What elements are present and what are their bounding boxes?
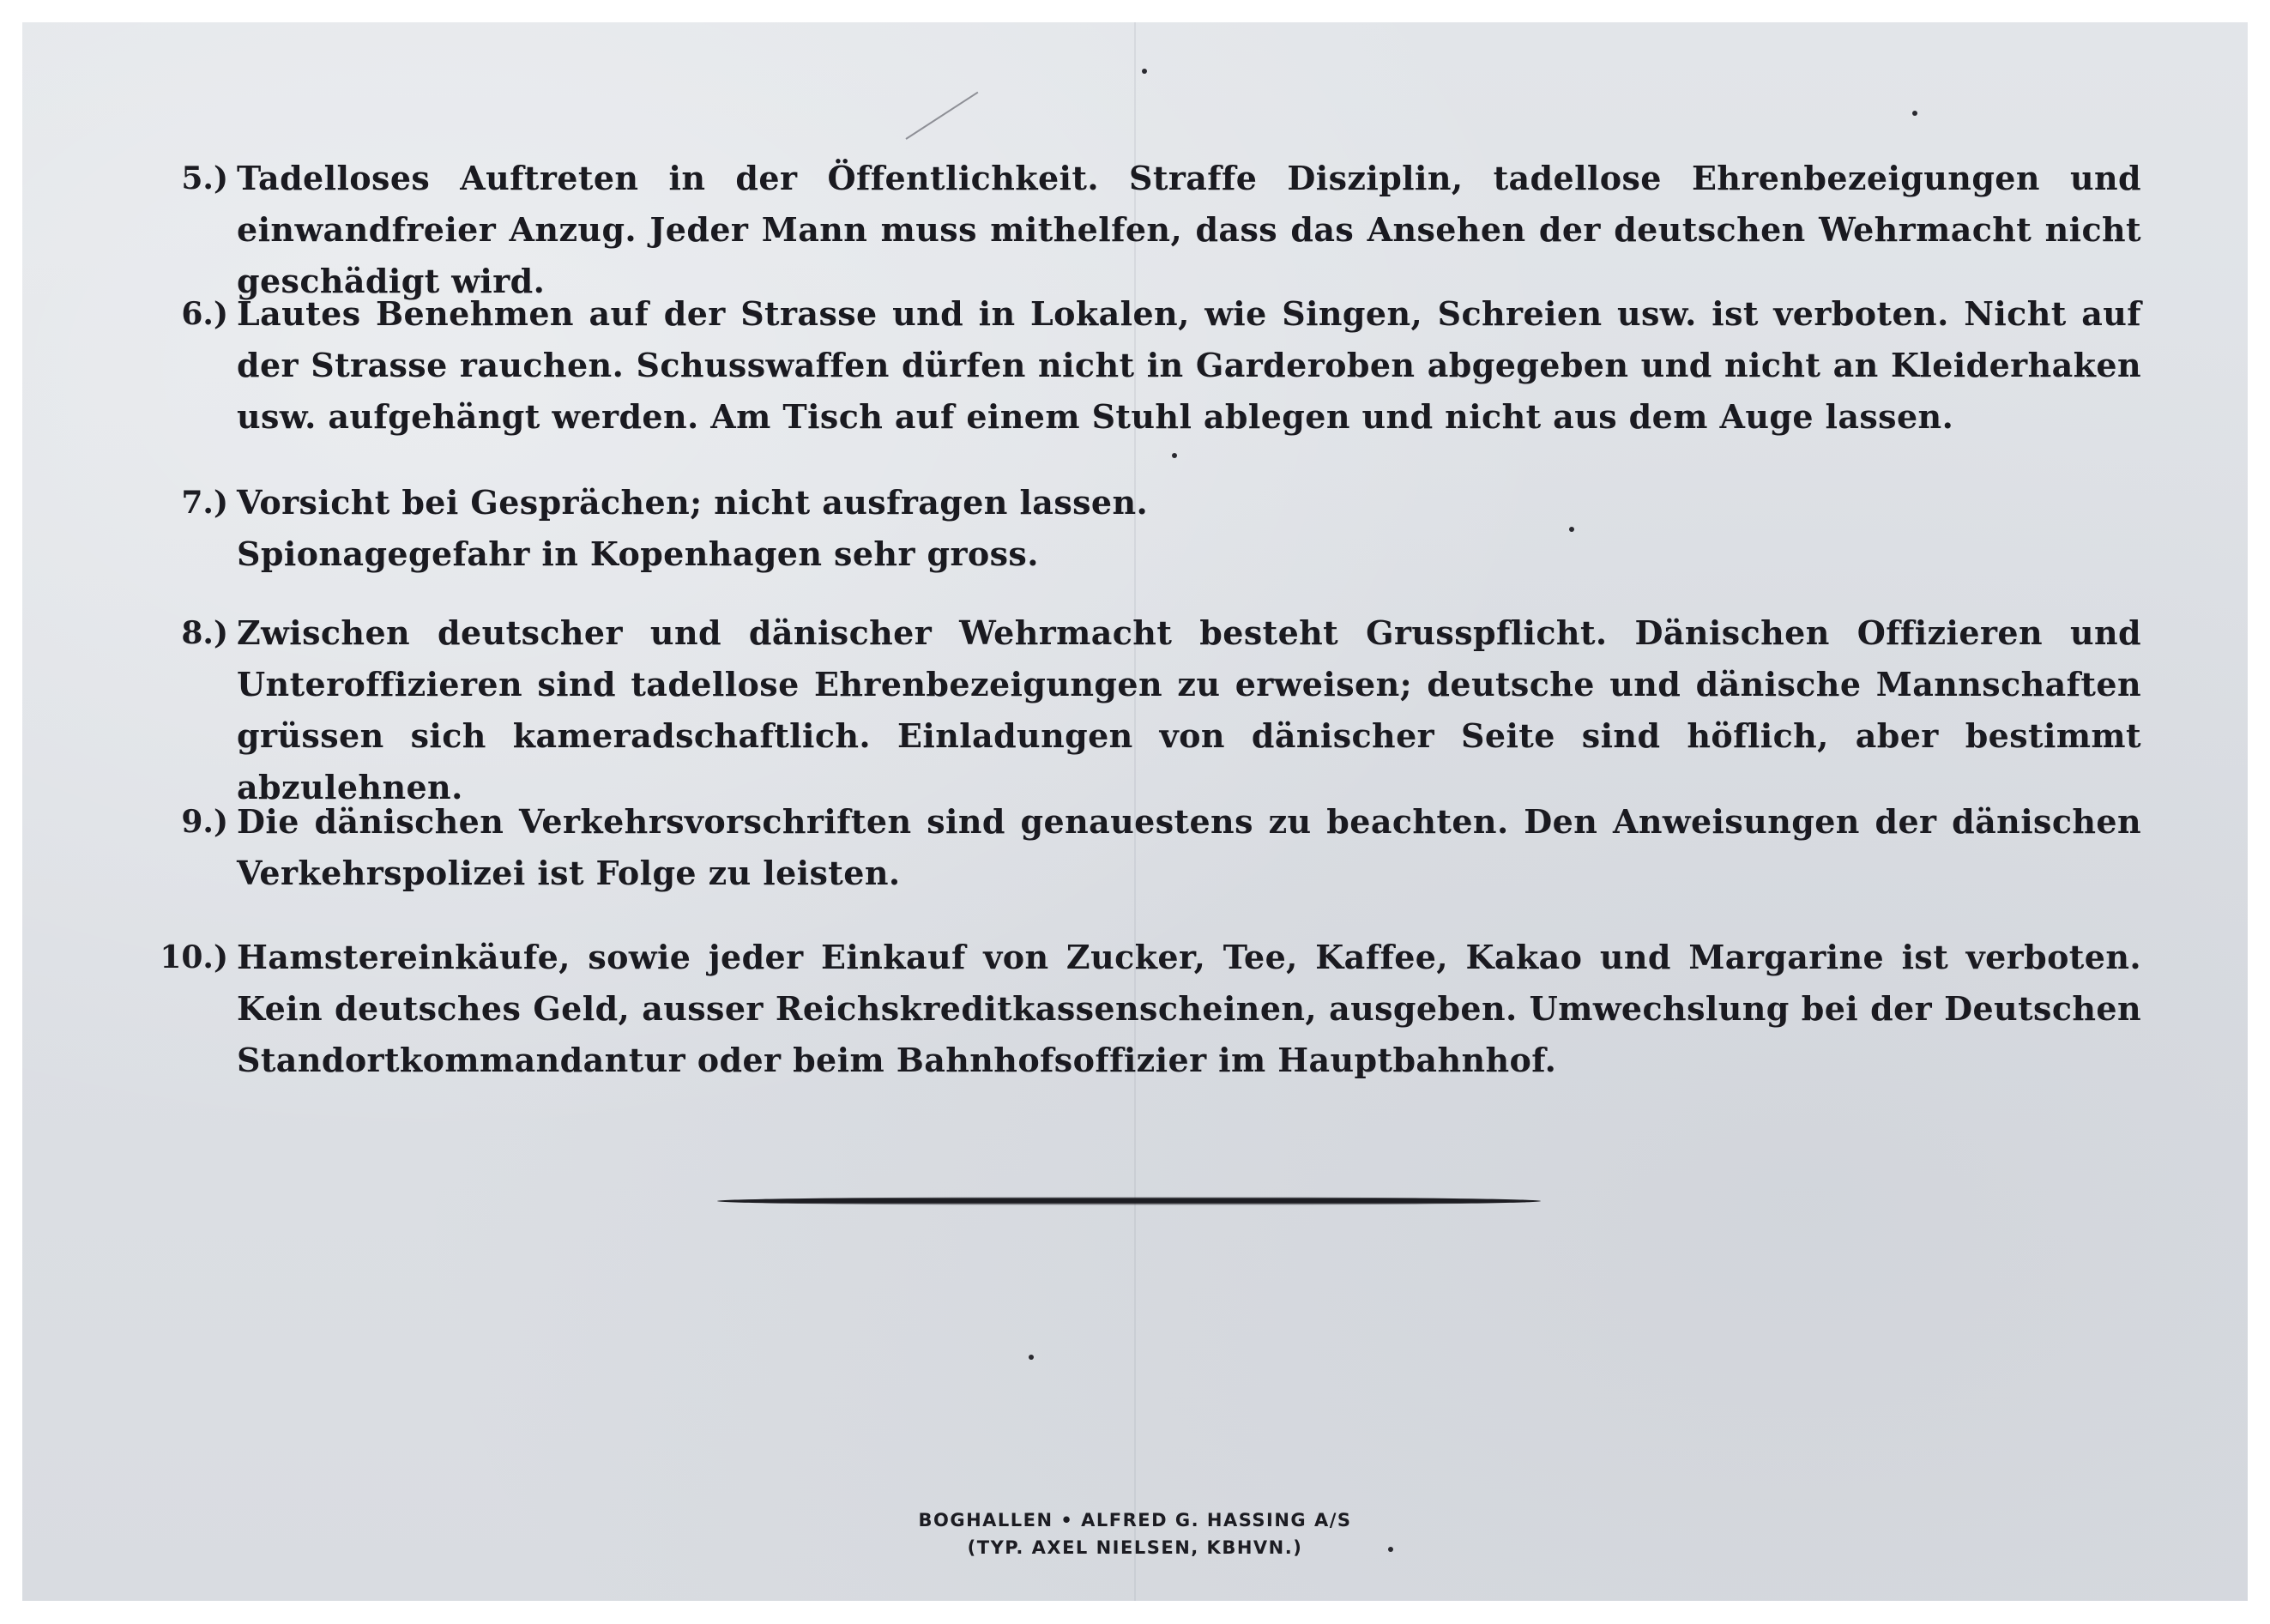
regulation-text (237, 477, 2141, 580)
regulation-text: Lautes Benehmen auf der Strasse und in Lokalen, wie Singen, Schreien usw. ist verboten. Nicht auf der Strasse rauchen. Schusswaffen dürfen nicht in Garderoben abgegeben und nicht an Kleiderhaken usw. aufgehängt werden. Am Tisch auf einem Stuhl ablegen und nicht aus dem Auge lassen. (237, 294, 2141, 436)
regulation-text-line: Vorsicht bei Gesprächen; nicht ausfragen lassen. (237, 483, 1149, 522)
imprint-line: (TYP. AXEL NIELSEN, KBHVN.) (967, 1537, 1303, 1558)
regulation-number: 8.) (181, 615, 228, 651)
document-photo (22, 22, 2248, 1601)
regulation-text-line: Spionagegefahr in Kopenhagen sehr gross. (237, 534, 1039, 573)
regulation-number: 7.) (181, 485, 228, 521)
regulation-text: Zwischen deutscher und dänischer Wehrmacht besteht Grusspflicht. Dänischen Offizieren und Unteroffizieren sind tadellose Ehrenbezeigungen zu erweisen; deutsche und dänische Mannschaften grüssen sich kameradschaftlich. Einladungen von dänischer Seite sind höflich, aber bestimmt abzulehnen. (237, 613, 2141, 806)
imprint-line: BOGHALLEN • ALFRED G. HASSING A/S (918, 1510, 1352, 1530)
divider-rule (717, 1197, 1541, 1205)
regulation-text: Die dänischen Verkehrsvorschriften sind genauestens zu beachten. Den Anweisungen der dänischen Verkehrspolizei ist Folge zu leisten. (237, 802, 2141, 892)
regulation-text: Hamstereinkäufe, sowie jeder Einkauf von Zucker, Tee, Kaffee, Kakao und Margarine ist verboten. Kein deutsches Geld, ausser Reichskreditkassenscheinen, ausgeben. Umwechslung bei der Deutschen Standortkommandantur oder beim Bahnhofsoffizier im Hauptbahnhof. (237, 938, 2141, 1079)
regulations-list (22, 22, 2248, 1223)
regulation-number: 9.) (181, 804, 228, 840)
regulation-number: 10.) (160, 939, 228, 975)
regulation-number: 6.) (181, 296, 228, 332)
regulation-number: 5.) (181, 160, 228, 196)
printer-imprint (22, 1506, 2248, 1561)
ink-speck (1029, 1355, 1034, 1360)
regulation-text: Tadelloses Auftreten in der Öffentlichkeit. Straffe Disziplin, tadellose Ehrenbezeigungen und einwandfreier Anzug. Jeder Mann muss mithelfen, dass das Ansehen der deutschen Wehrmacht nicht geschädigt wird. (237, 159, 2141, 300)
